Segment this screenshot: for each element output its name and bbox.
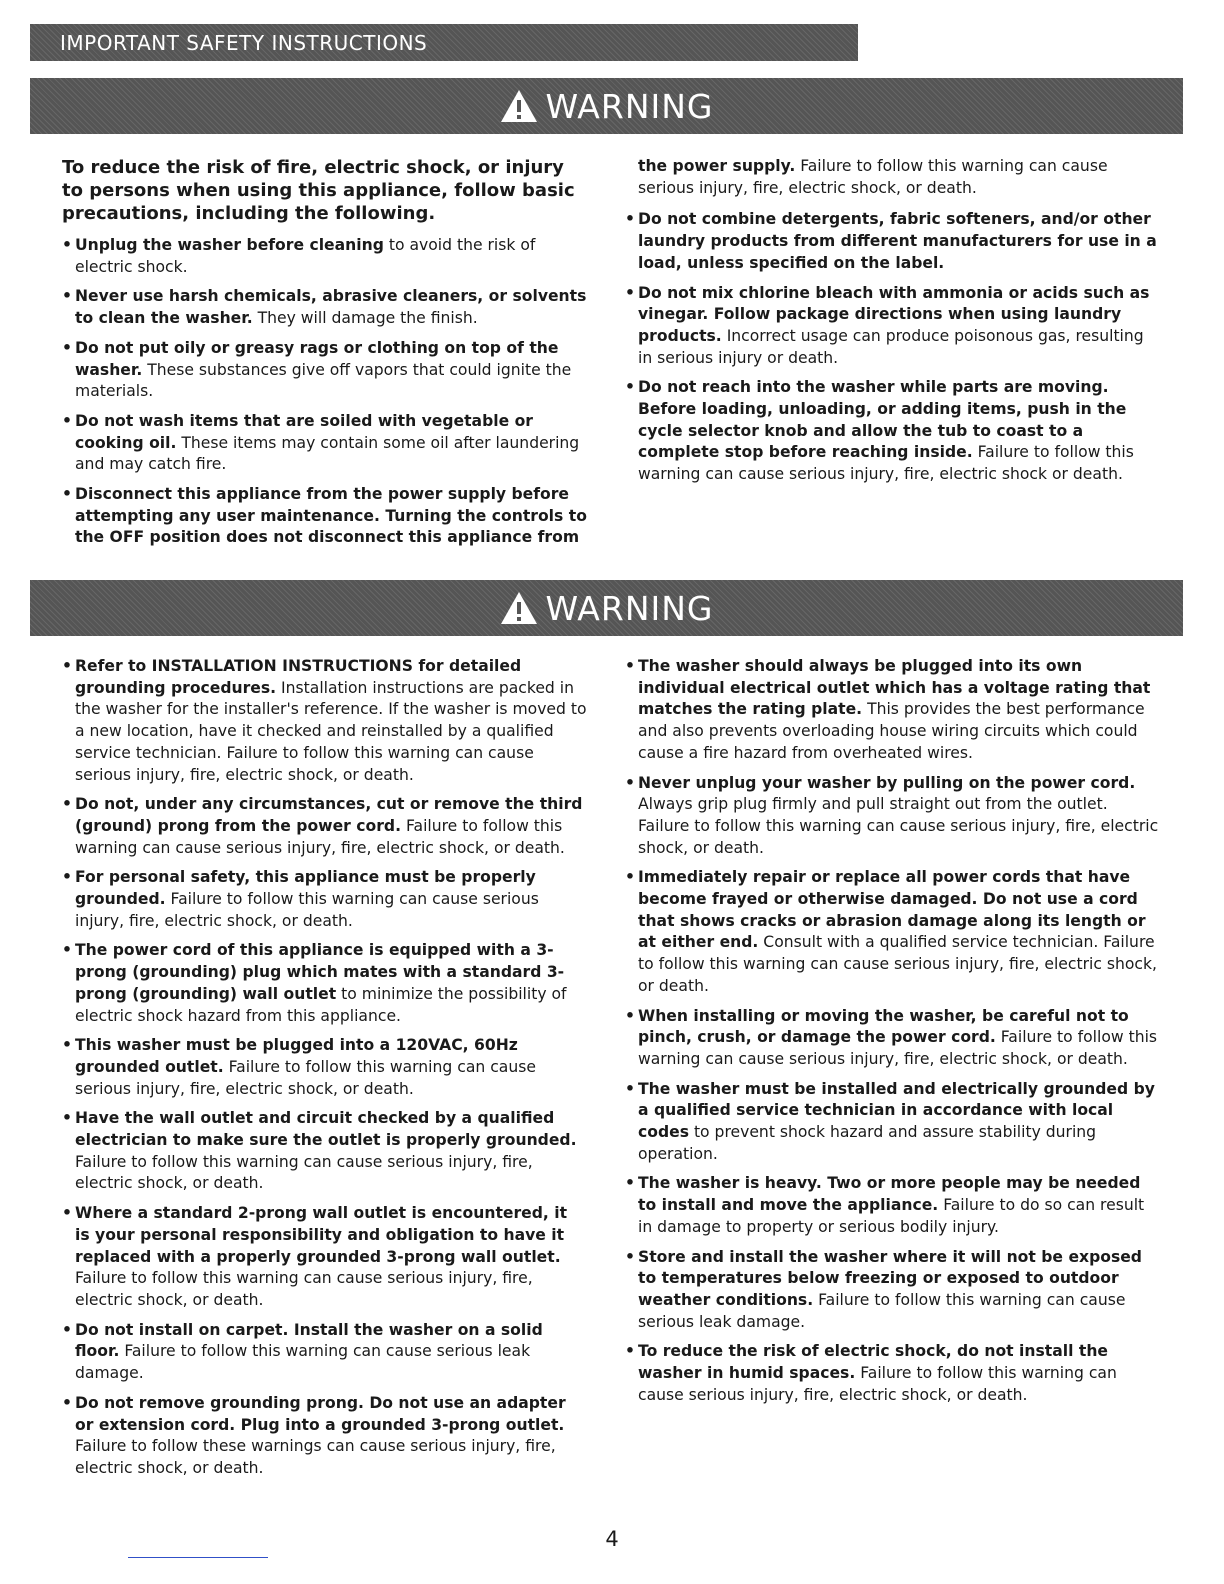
- warning-label: WARNING: [545, 588, 714, 628]
- bullet-icon: •: [62, 338, 72, 357]
- bullet-icon: •: [62, 657, 72, 675]
- safety-item: [62, 411, 587, 476]
- warning-label: WARNING: [545, 86, 714, 126]
- safety-item: [625, 1173, 1160, 1238]
- warning1-left-list: [62, 235, 587, 549]
- item-bold-text: When installing or moving the washer, be careful not to pinch, crush, or damage the power cord.: [638, 1006, 1129, 1047]
- bullet-icon: •: [625, 378, 635, 397]
- safety-item: [62, 1320, 587, 1385]
- safety-item: [62, 1393, 587, 1480]
- bullet-icon: •: [62, 1109, 72, 1128]
- item-text: These items may contain some oil after laundering and may catch fire.: [75, 433, 580, 474]
- bullet-icon: •: [62, 868, 72, 887]
- item-bold-text: The washer is heavy. Two or more people may be needed to install and move the appliance.: [638, 1174, 1141, 1215]
- safety-item: [62, 235, 587, 278]
- bullet-icon: •: [625, 1174, 635, 1193]
- bullet-icon: •: [62, 1320, 72, 1339]
- warning1-intro: To reduce the risk of fire, electric shock, or injury to persons when using this appliance, follow basic precautions, including the following.: [62, 157, 575, 224]
- warning1-right-list: [625, 209, 1160, 485]
- item-text: Failure to follow this warning can cause serious leak damage.: [75, 1342, 531, 1383]
- item-bold-text: For personal safety, this appliance must be properly grounded.: [75, 868, 536, 909]
- section-title: IMPORTANT SAFETY INSTRUCTIONS: [60, 30, 428, 55]
- bullet-icon: •: [62, 411, 72, 430]
- item-text: They will damage the finish.: [252, 309, 478, 328]
- safety-item: [62, 338, 587, 403]
- safety-item: [625, 867, 1160, 997]
- warning1-continuation: [638, 156, 1160, 199]
- page-number: 4: [605, 1527, 619, 1551]
- item-bold-text: Immediately repair or replace all power cords that have become frayed or otherwise damaged. Do not use a cord that shows cracks or abrasion damage along its length or at either end.: [638, 868, 1146, 952]
- item-bold-text: To reduce the risk of electric shock, do not install the washer in humid spaces.: [638, 1342, 1109, 1383]
- safety-item: [625, 209, 1160, 274]
- warning2-right-list: [625, 656, 1160, 1407]
- bullet-icon: •: [62, 941, 72, 960]
- safety-item: [625, 377, 1160, 486]
- item-text: Consult with a qualified service technician. Failure to follow this warning can cause serious injury, fire, electric shock, or death.: [638, 933, 1157, 995]
- bullet-icon: •: [62, 795, 72, 814]
- item-bold-text: Have the wall outlet and circuit checked by a qualified electrician to make sure the outlet is properly grounded.: [75, 1109, 577, 1150]
- continuation-bold: the power supply.: [638, 157, 796, 175]
- bullet-icon: •: [62, 287, 72, 306]
- item-text: Failure to follow this warning can cause serious leak damage.: [638, 1290, 1126, 1331]
- bullet-icon: •: [625, 283, 635, 302]
- safety-item: [62, 484, 587, 549]
- item-bold-text: Do not wash items that are soiled with vegetable or cooking oil.: [75, 411, 533, 452]
- item-bold-text: Disconnect this appliance from the power supply before attempting any user maintenance. Turning the controls to the OFF position does not disconnect this appliance from: [75, 485, 587, 547]
- item-text: This provides the best performance and also prevents overloading house wiring circuits which could cause a fire hazard from overheated wires.: [638, 700, 1145, 762]
- safety-item: [625, 1079, 1160, 1166]
- safety-item: [62, 286, 587, 329]
- bullet-icon: •: [62, 1036, 72, 1055]
- warning2-left-column: [62, 656, 587, 1488]
- safety-item: [62, 794, 587, 859]
- item-text: Failure to follow this warning can cause serious injury, fire, electric shock, or death.: [75, 890, 539, 930]
- bullet-icon: •: [62, 485, 72, 504]
- warning1-right-column: [625, 156, 1160, 494]
- item-text: to prevent shock hazard and assure stability during operation.: [638, 1123, 1097, 1163]
- safety-item: [625, 1006, 1160, 1071]
- warning-triangle-icon: [499, 590, 539, 626]
- bullet-icon: •: [625, 773, 635, 792]
- item-bold-text: Do not combine detergents, fabric softeners, and/or other laundry products from different manufacturers for use in a load, unless specified on the label.: [638, 210, 1157, 272]
- safety-item: [62, 656, 587, 786]
- item-bold-text: Do not put oily or greasy rags or clothing on top of the washer.: [75, 338, 559, 379]
- item-text: to avoid the risk of electric shock.: [75, 236, 536, 276]
- bullet-icon: •: [625, 210, 635, 229]
- item-bold-text: The washer must be installed and electrically grounded by a qualified service technician in accordance with local codes: [638, 1079, 1155, 1142]
- item-bold-text: Do not remove grounding prong. Do not use an adapter or extension cord. Plug into a grounded 3-prong outlet.: [75, 1393, 566, 1434]
- item-bold-text: Do not mix chlorine bleach with ammonia or acids such as vinegar. Follow package directions when using laundry products.: [638, 283, 1150, 345]
- item-bold-text: Never use harsh chemicals, abrasive cleaners, or solvents to clean the washer.: [75, 287, 587, 328]
- item-bold-text: Do not install on carpet. Install the washer on a solid floor.: [75, 1320, 543, 1361]
- item-bold-text: Do not reach into the washer while parts are moving. Before loading, unloading, or adding items, push in the cycle selector knob and allow the tub to coast to a complete stop before reaching inside.: [638, 378, 1127, 462]
- bullet-icon: •: [625, 1247, 635, 1266]
- item-text: Failure to follow this warning can cause serious injury, fire, electric shock or death.: [638, 443, 1134, 484]
- item-text: Always grip plug firmly and pull straight out from the outlet. Failure to follow this warning can cause serious injury, fire, electric shock, or death.: [638, 795, 1159, 857]
- safety-item: [625, 656, 1160, 765]
- footer-rule: [128, 1557, 268, 1558]
- item-text: These substances give off vapors that could ignite the materials.: [75, 360, 572, 401]
- warning-triangle-icon: [499, 88, 539, 124]
- item-text: Failure to follow these warnings can cause serious injury, fire, electric shock, or death.: [75, 1437, 556, 1477]
- bullet-icon: •: [625, 868, 635, 887]
- item-text: Incorrect usage can produce poisonous gas, resulting in serious injury or death.: [638, 326, 1144, 367]
- warning-banner-1: [30, 78, 1183, 134]
- section-banner: [30, 24, 858, 61]
- bullet-icon: •: [625, 657, 635, 675]
- safety-item: [625, 1341, 1160, 1406]
- bullet-icon: •: [625, 1342, 635, 1361]
- item-bold-text: Do not, under any circumstances, cut or remove the third (ground) prong from the power cord.: [75, 795, 583, 835]
- item-text: Installation instructions are packed in the washer for the installer's reference. If the washer is moved to a new location, have it checked and reinstalled by a qualified service technician. Failure to follow this warning can cause serious injury, fire, electric shock, or death.: [75, 678, 587, 784]
- safety-item: [625, 283, 1160, 370]
- bullet-icon: •: [625, 1079, 635, 1098]
- item-bold-text: Refer to INSTALLATION INSTRUCTIONS for detailed grounding procedures.: [75, 657, 522, 697]
- item-text: Failure to follow this warning can cause serious injury, fire, electric shock, or death.: [75, 1269, 533, 1309]
- item-text: to minimize the possibility of electric shock hazard from this appliance.: [75, 984, 567, 1025]
- safety-item: [62, 1035, 587, 1100]
- warning2-right-column: [625, 656, 1160, 1415]
- item-text: Failure to follow this warning can cause serious injury, fire, electric shock, or death.: [75, 1152, 533, 1193]
- item-bold-text: This washer must be plugged into a 120VAC, 60Hz grounded outlet.: [75, 1036, 518, 1076]
- safety-item: [62, 1108, 587, 1195]
- bullet-icon: •: [62, 236, 72, 254]
- safety-item: [625, 773, 1160, 860]
- safety-item: [625, 1247, 1160, 1334]
- safety-item: [62, 1203, 587, 1312]
- safety-item: [62, 867, 587, 932]
- continuation-text: Failure to follow this warning can cause serious injury, fire, electric shock, or death.: [638, 157, 1108, 197]
- warning1-left-column: [62, 156, 587, 557]
- item-bold-text: Store and install the washer where it will not be exposed to temperatures below freezing or exposed to outdoor weather conditions.: [638, 1247, 1142, 1309]
- item-bold-text: Where a standard 2-prong wall outlet is encountered, it is your personal responsibility and obligation to have it replaced with a properly grounded 3-prong wall outlet.: [75, 1204, 568, 1266]
- item-text: Failure to follow this warning can cause serious injury, fire, electric shock, or death.: [638, 1364, 1117, 1404]
- item-text: Failure to follow this warning can cause serious injury, fire, electric shock, or death.: [75, 1057, 536, 1098]
- item-bold-text: Unplug the washer before cleaning: [75, 236, 384, 254]
- bullet-icon: •: [625, 1006, 635, 1025]
- item-text: Failure to do so can result in damage to property or serious bodily injury.: [638, 1196, 1145, 1236]
- item-bold-text: Never unplug your washer by pulling on the power cord.: [638, 773, 1136, 792]
- warning2-left-list: [62, 656, 587, 1480]
- item-text: Failure to follow this warning can cause serious injury, fire, electric shock, or death.: [638, 1028, 1158, 1068]
- bullet-icon: •: [62, 1393, 72, 1412]
- warning-banner-2: [30, 580, 1183, 636]
- bullet-icon: •: [62, 1204, 72, 1223]
- item-bold-text: The washer should always be plugged into its own individual electrical outlet which has a voltage rating that matches the rating plate.: [638, 657, 1151, 719]
- item-text: Failure to follow this warning can cause serious injury, fire, electric shock, or death.: [75, 816, 565, 857]
- item-bold-text: The power cord of this appliance is equipped with a 3-prong (grounding) plug which mates with a standard 3-prong (grounding) wall outlet: [75, 941, 565, 1003]
- safety-item: [62, 940, 587, 1027]
